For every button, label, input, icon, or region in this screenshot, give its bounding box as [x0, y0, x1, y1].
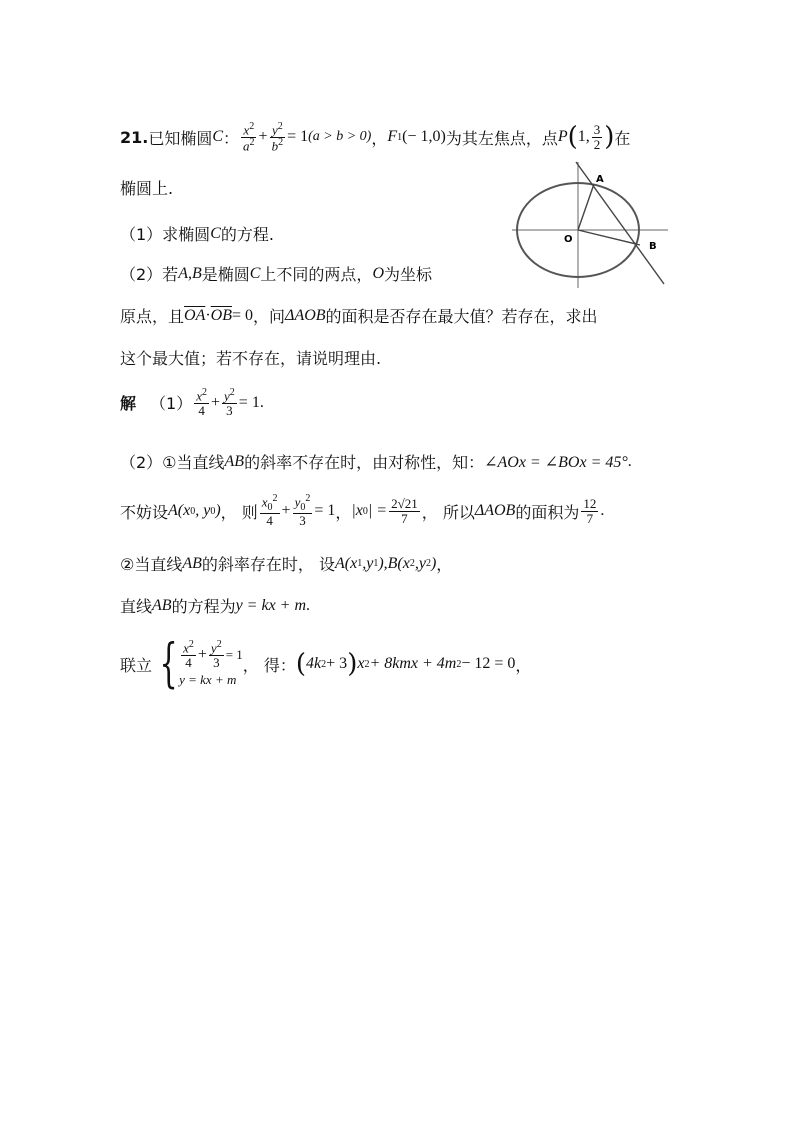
problem-number: 21.: [120, 127, 149, 147]
question-2-cont: 原点，且 $\overline{OA}$ · $\overline{OB}$ = 0 ，问 ΔAOB 的面积是否存在最大值？若存在，求出: [120, 306, 598, 326]
ellipse-figure: [512, 160, 668, 290]
question-2-end: 这个最大值；若不存在，请说明理由.: [120, 349, 382, 368]
problem-line-1: 21. 已知椭圆 C ： $\frac{x^2}{a^2}$ + $\frac{y^2}{b^2}$ = 1 (a > b > 0) ， F 1 (− 1,0) 为其左焦点，点 P ( 1, $\frac{3}{2}$ ) 在: [120, 121, 631, 154]
question-2: （2）若 A,B 是椭圆 C 上不同的两点， O 为坐标: [120, 264, 433, 284]
frac-x2-a2: $\frac{x^2}{a^2}$: [243, 121, 255, 154]
solution-system: 联立 { $\frac{x^2}{4}$ + $\frac{y^2}{3}$ = 1 y = kx + m ， 得： ( 4k 2 + 3 ) x 2 + 8kmx + 4m 2 − 12 = 0 ，: [120, 634, 532, 694]
solution-case-2: ②当直线 AB 的斜率存在时， 设 A(x 1 ,y 1 ),B(x 2 ,y 2 ) ，: [120, 554, 453, 574]
line-ab: [576, 162, 664, 284]
label-b: B: [649, 241, 657, 252]
label-a: A: [596, 174, 604, 185]
solution-case-1-detail: 不妨设 A(x 0 , y 0 ) ， 则 $\frac{x_0^2}{4}$ + $\frac{y_0^2}{3}$ = 1 ， |x 0 | = $\frac{2√21}{7}$ ， 所以 ΔAOB 的面积为 $\frac{12}{7}$ .: [120, 493, 605, 529]
frac-3-2: $\frac{3}{2}$: [593, 122, 601, 152]
solution-part-2-case-1: （2）①当直线 AB 的斜率不存在时，由对称性，知： ∠AOx = ∠BOx = 45° .: [120, 452, 632, 472]
label-o: O: [564, 234, 573, 245]
problem-line-2: 椭圆上.: [120, 179, 174, 198]
question-1: （1）求椭圆 C 的方程.: [120, 224, 274, 244]
solution-part-1: 解 （1） $\frac{x^2}{4}$ + $\frac{y^2}{3}$ = 1 .: [120, 387, 264, 418]
solution-line-eq: 直线 AB 的方程为 y = kx + m .: [120, 596, 311, 616]
equation-system: { $\frac{x^2}{4}$ + $\frac{y^2}{3}$ = 1 y = kx + m: [159, 634, 243, 694]
frac-y2-b2: $\frac{y^2}{b^2}$: [271, 121, 284, 154]
segment-oa: [578, 184, 594, 230]
